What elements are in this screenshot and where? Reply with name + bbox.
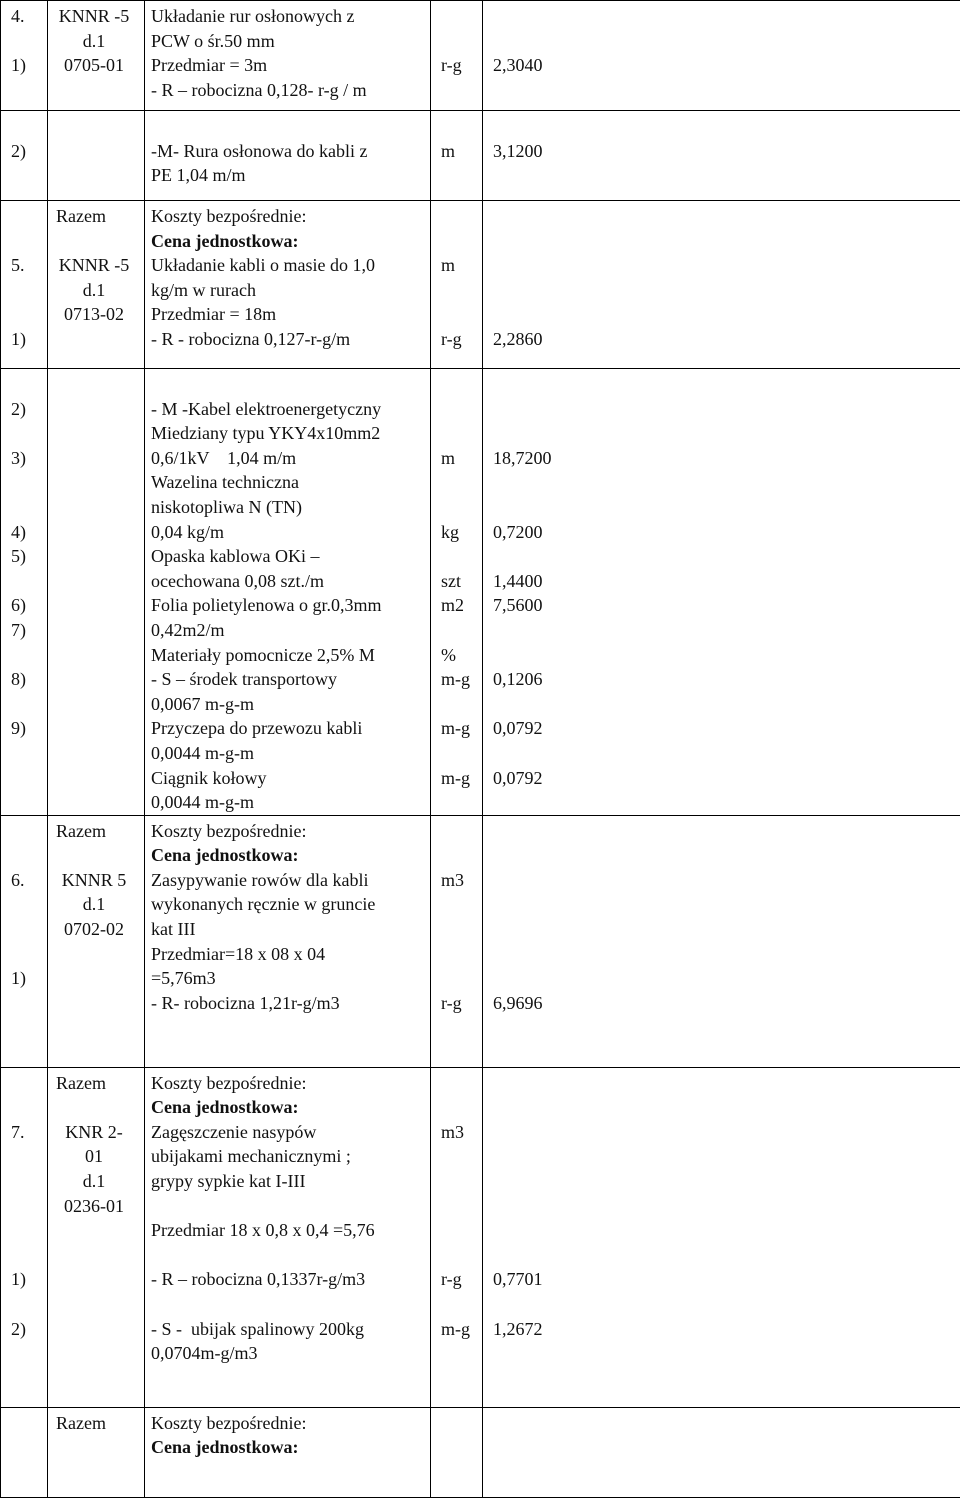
cell-line	[11, 204, 47, 229]
cell-line	[441, 1144, 482, 1169]
quantity-cell	[483, 1407, 960, 1497]
cell-line	[493, 966, 960, 991]
cell-line: m-g	[441, 716, 482, 741]
cell-line	[441, 741, 482, 766]
cell-line	[441, 397, 482, 422]
cell-line: 0,0044 m-g-m	[151, 741, 430, 766]
catalog-code-cell	[48, 201, 145, 369]
unit-cell	[431, 815, 483, 1067]
cell-line: 1,2672	[493, 1317, 960, 1342]
cell-line: Układanie rur osłonowych z	[151, 4, 430, 29]
cell-line	[493, 1292, 960, 1317]
cell-line	[441, 470, 482, 495]
cell-line: %	[441, 643, 482, 668]
cell-line: r-g	[441, 991, 482, 1016]
cell-line: wykonanych ręcznie w gruncie	[151, 892, 430, 917]
cell-line: m2	[441, 593, 482, 618]
cell-line: 18,7200	[493, 446, 960, 471]
table-body	[1, 1, 960, 1498]
cell-line: KNR 2-	[56, 1120, 144, 1145]
cell-line	[11, 229, 47, 254]
cell-line: 5.	[11, 253, 47, 278]
cell-line	[493, 544, 960, 569]
cell-line	[441, 29, 482, 54]
cell-line	[493, 421, 960, 446]
cell-line	[493, 372, 960, 397]
cell-line	[11, 1194, 47, 1219]
cell-line: r-g	[441, 1267, 482, 1292]
cell-line	[493, 942, 960, 967]
cell-line: 2)	[11, 139, 47, 164]
item-number-cell	[1, 1407, 48, 1497]
cell-line: kat III	[151, 917, 430, 942]
cell-line: d.1	[56, 29, 144, 54]
cell-line: m	[441, 253, 482, 278]
cell-line: m	[441, 139, 482, 164]
unit-cell	[431, 369, 483, 816]
cell-line	[11, 29, 47, 54]
cell-line: m3	[441, 868, 482, 893]
cell-line	[493, 229, 960, 254]
unit-cell	[431, 1067, 483, 1407]
cell-line	[11, 1095, 47, 1120]
catalog-code-cell	[48, 1067, 145, 1407]
cell-line	[441, 544, 482, 569]
cell-line: r-g	[441, 53, 482, 78]
cell-line: - R - robocizna 0,127-r-g/m	[151, 327, 430, 352]
table-row	[1, 111, 960, 201]
cell-line	[493, 1095, 960, 1120]
cell-line	[56, 1095, 144, 1120]
cell-line	[441, 229, 482, 254]
unit-cell	[431, 1407, 483, 1497]
cell-line	[441, 495, 482, 520]
cell-line: 2)	[11, 397, 47, 422]
cell-line	[493, 302, 960, 327]
cell-line: ubijakami mechanicznymi ;	[151, 1144, 430, 1169]
cell-line: 3,1200	[493, 139, 960, 164]
cell-line	[441, 302, 482, 327]
cell-line: 5)	[11, 544, 47, 569]
cell-line: Koszty bezpośrednie:	[151, 204, 430, 229]
cell-line	[493, 204, 960, 229]
cell-line	[441, 1071, 482, 1096]
cell-line: 0,1206	[493, 667, 960, 692]
cell-line	[11, 1243, 47, 1268]
cell-line: KNNR -5	[56, 4, 144, 29]
cell-line: 3)	[11, 446, 47, 471]
cell-line	[11, 1071, 47, 1096]
cell-line: Przedmiar = 3m	[151, 53, 430, 78]
cell-line	[493, 917, 960, 942]
cell-line: 1)	[11, 53, 47, 78]
cell-line: 2,2860	[493, 327, 960, 352]
cell-line: 0,6/1kV 1,04 m/m	[151, 446, 430, 471]
cell-line: Układanie kabli o masie do 1,0	[151, 253, 430, 278]
cell-line: Opaska kablowa OKi –	[151, 544, 430, 569]
cell-line: 0,0704m-g/m3	[151, 1341, 430, 1366]
cell-line: 0702-02	[56, 917, 144, 942]
cell-line: 4)	[11, 520, 47, 545]
cell-line	[493, 1120, 960, 1145]
cell-line	[493, 1194, 960, 1219]
cell-line: 0,7701	[493, 1267, 960, 1292]
cell-line	[493, 495, 960, 520]
cell-line: Koszty bezpośrednie:	[151, 1071, 430, 1096]
cell-line: - R – robocizna 0,1337r-g/m3	[151, 1267, 430, 1292]
cell-line	[493, 692, 960, 717]
cell-line: grypy sypkie kat I-III	[151, 1169, 430, 1194]
cell-line: Ciągnik kołowy	[151, 766, 430, 791]
cell-line	[493, 843, 960, 868]
quantity-cell	[483, 369, 960, 816]
cell-line: 6.	[11, 868, 47, 893]
cell-line	[441, 4, 482, 29]
cell-line	[151, 114, 430, 139]
cell-line	[441, 421, 482, 446]
cell-line	[493, 819, 960, 844]
cell-line	[493, 618, 960, 643]
cell-line: Razem	[56, 204, 144, 229]
cell-line	[493, 4, 960, 29]
cell-line	[56, 843, 144, 868]
cell-line: 01	[56, 1144, 144, 1169]
catalog-code-cell	[48, 111, 145, 201]
quantity-cell	[483, 201, 960, 369]
item-number-cell	[1, 1067, 48, 1407]
cell-line: Folia polietylenowa o gr.0,3mm	[151, 593, 430, 618]
cell-line: m3	[441, 1120, 482, 1145]
cell-line: Materiały pomocnicze 2,5% M	[151, 643, 430, 668]
cell-line: 8)	[11, 667, 47, 692]
cell-line: d.1	[56, 1169, 144, 1194]
table-row	[1, 1, 960, 111]
cell-line: 0,7200	[493, 520, 960, 545]
table-row	[1, 1407, 960, 1497]
item-number-cell	[1, 111, 48, 201]
cell-line: d.1	[56, 892, 144, 917]
cell-line: kg	[441, 520, 482, 545]
cell-line	[151, 1243, 430, 1268]
cell-line	[493, 643, 960, 668]
cell-line: Cena jednostkowa:	[151, 843, 430, 868]
cell-line	[441, 1169, 482, 1194]
cell-line: m-g	[441, 1317, 482, 1342]
description-cell	[145, 111, 431, 201]
cell-line: Wazelina techniczna	[151, 470, 430, 495]
cell-line	[441, 372, 482, 397]
cell-line	[56, 229, 144, 254]
description-cell	[145, 1067, 431, 1407]
cell-line	[441, 1243, 482, 1268]
cell-line	[441, 1292, 482, 1317]
item-number-cell	[1, 1, 48, 111]
cell-line: Razem	[56, 819, 144, 844]
catalog-code-cell	[48, 1407, 145, 1497]
cell-line: 4.	[11, 4, 47, 29]
cell-line: Koszty bezpośrednie:	[151, 819, 430, 844]
catalog-code-cell	[48, 369, 145, 816]
cell-line	[441, 942, 482, 967]
cell-line	[11, 114, 47, 139]
cell-line: 0,42m2/m	[151, 618, 430, 643]
cell-line	[441, 892, 482, 917]
cell-line: kg/m w rurach	[151, 278, 430, 303]
cell-line: 0713-02	[56, 302, 144, 327]
cell-line	[441, 819, 482, 844]
cell-line	[441, 114, 482, 139]
item-number-cell	[1, 201, 48, 369]
table-row	[1, 369, 960, 816]
description-cell	[145, 815, 431, 1067]
cell-line	[441, 966, 482, 991]
cell-line: - M -Kabel elektroenergetyczny	[151, 397, 430, 422]
cell-line	[493, 397, 960, 422]
cell-line: Cena jednostkowa:	[151, 1095, 430, 1120]
cell-line	[493, 1144, 960, 1169]
cell-line	[11, 278, 47, 303]
cell-line	[11, 470, 47, 495]
cell-line: 6)	[11, 593, 47, 618]
item-number-cell	[1, 815, 48, 1067]
cell-line: Razem	[56, 1411, 144, 1436]
cell-line: 7.	[11, 1120, 47, 1145]
cell-line	[11, 495, 47, 520]
cell-line	[441, 204, 482, 229]
cell-line	[441, 692, 482, 717]
cell-line	[11, 569, 47, 594]
cell-line	[11, 1292, 47, 1317]
cell-line	[11, 843, 47, 868]
cell-line: 7,5600	[493, 593, 960, 618]
cell-line: -M- Rura osłonowa do kabli z	[151, 139, 430, 164]
cell-line	[11, 942, 47, 967]
cell-line	[151, 1194, 430, 1219]
table-row	[1, 1067, 960, 1407]
catalog-code-cell	[48, 815, 145, 1067]
cell-line	[441, 1194, 482, 1219]
cell-line	[11, 372, 47, 397]
cell-line: Zasypywanie rowów dla kabli	[151, 868, 430, 893]
cell-line	[11, 1144, 47, 1169]
cell-line: KNNR -5	[56, 253, 144, 278]
catalog-code-cell	[48, 1, 145, 111]
cell-line: Miedziany typu YKY4x10mm2	[151, 421, 430, 446]
cell-line: Cena jednostkowa:	[151, 1435, 430, 1460]
cell-line: Przyczepa do przewozu kabli	[151, 716, 430, 741]
cell-line	[441, 1218, 482, 1243]
cell-line	[441, 618, 482, 643]
cell-line	[151, 372, 430, 397]
cell-line: Cena jednostkowa:	[151, 229, 430, 254]
cell-line: 1)	[11, 966, 47, 991]
cell-line: Koszty bezpośrednie:	[151, 1411, 430, 1436]
cell-line: d.1	[56, 278, 144, 303]
cell-line: 9)	[11, 716, 47, 741]
cell-line: 0,04 kg/m	[151, 520, 430, 545]
cell-line: r-g	[441, 327, 482, 352]
cell-line: =5,76m3	[151, 966, 430, 991]
cell-line	[493, 470, 960, 495]
cell-line: Przedmiar 18 x 0,8 x 0,4 =5,76	[151, 1218, 430, 1243]
cell-line	[441, 278, 482, 303]
cell-line: 0705-01	[56, 53, 144, 78]
cell-line	[493, 892, 960, 917]
description-cell	[145, 369, 431, 816]
cell-line	[441, 843, 482, 868]
cell-line	[493, 114, 960, 139]
table-row	[1, 815, 960, 1067]
unit-cell	[431, 201, 483, 369]
cell-line: PCW o śr.50 mm	[151, 29, 430, 54]
cell-line: - S - ubijak spalinowy 200kg	[151, 1317, 430, 1342]
cell-line: 0,0792	[493, 766, 960, 791]
cell-line: - R- robocizna 1,21r-g/m3	[151, 991, 430, 1016]
cell-line	[441, 1095, 482, 1120]
cell-line: 2,3040	[493, 53, 960, 78]
unit-cell	[431, 1, 483, 111]
cell-line: 0,0044 m-g-m	[151, 790, 430, 815]
cell-line	[11, 692, 47, 717]
item-number-cell	[1, 369, 48, 816]
cell-line	[11, 643, 47, 668]
cell-line	[11, 421, 47, 446]
quantity-cell	[483, 1067, 960, 1407]
cell-line	[493, 1218, 960, 1243]
cell-line: szt	[441, 569, 482, 594]
cell-line: niskotopliwa N (TN)	[151, 495, 430, 520]
cell-line: PE 1,04 m/m	[151, 163, 430, 188]
cell-line: - R – robocizna 0,128- r-g / m	[151, 78, 430, 103]
description-cell	[145, 1407, 431, 1497]
cell-line: Zagęszczenie nasypów	[151, 1120, 430, 1145]
cell-line: m	[441, 446, 482, 471]
cell-line: 0,0067 m-g-m	[151, 692, 430, 717]
cell-line: ocechowana 0,08 szt./m	[151, 569, 430, 594]
cell-line	[493, 278, 960, 303]
cell-line: Razem	[56, 1071, 144, 1096]
cell-line	[493, 1243, 960, 1268]
cell-line	[493, 253, 960, 278]
cell-line	[493, 741, 960, 766]
cell-line	[11, 1169, 47, 1194]
cell-line: Przedmiar = 18m	[151, 302, 430, 327]
cell-line: KNNR 5	[56, 868, 144, 893]
cell-line	[151, 1292, 430, 1317]
unit-cell	[431, 111, 483, 201]
cell-line: 6,9696	[493, 991, 960, 1016]
cell-line: 2)	[11, 1317, 47, 1342]
cell-line: - S – środek transportowy	[151, 667, 430, 692]
cell-line	[11, 302, 47, 327]
cell-line	[493, 868, 960, 893]
cell-line	[11, 917, 47, 942]
quantity-cell	[483, 111, 960, 201]
cell-line	[11, 892, 47, 917]
cell-line: 1)	[11, 327, 47, 352]
cell-line	[11, 819, 47, 844]
cell-line: m-g	[441, 766, 482, 791]
cell-line: Przedmiar=18 x 08 x 04	[151, 942, 430, 967]
cell-line: 0236-01	[56, 1194, 144, 1219]
cell-line	[493, 1169, 960, 1194]
quantity-cell	[483, 1, 960, 111]
cell-line: m-g	[441, 667, 482, 692]
description-cell	[145, 201, 431, 369]
quantity-cell	[483, 815, 960, 1067]
cell-line: 0,0792	[493, 716, 960, 741]
cell-line	[11, 1218, 47, 1243]
cell-line: 1)	[11, 1267, 47, 1292]
cell-line: 1,4400	[493, 569, 960, 594]
cell-line: 7)	[11, 618, 47, 643]
cell-line	[493, 29, 960, 54]
description-cell	[145, 1, 431, 111]
table-row	[1, 201, 960, 369]
cell-line	[441, 917, 482, 942]
cell-line	[493, 1071, 960, 1096]
